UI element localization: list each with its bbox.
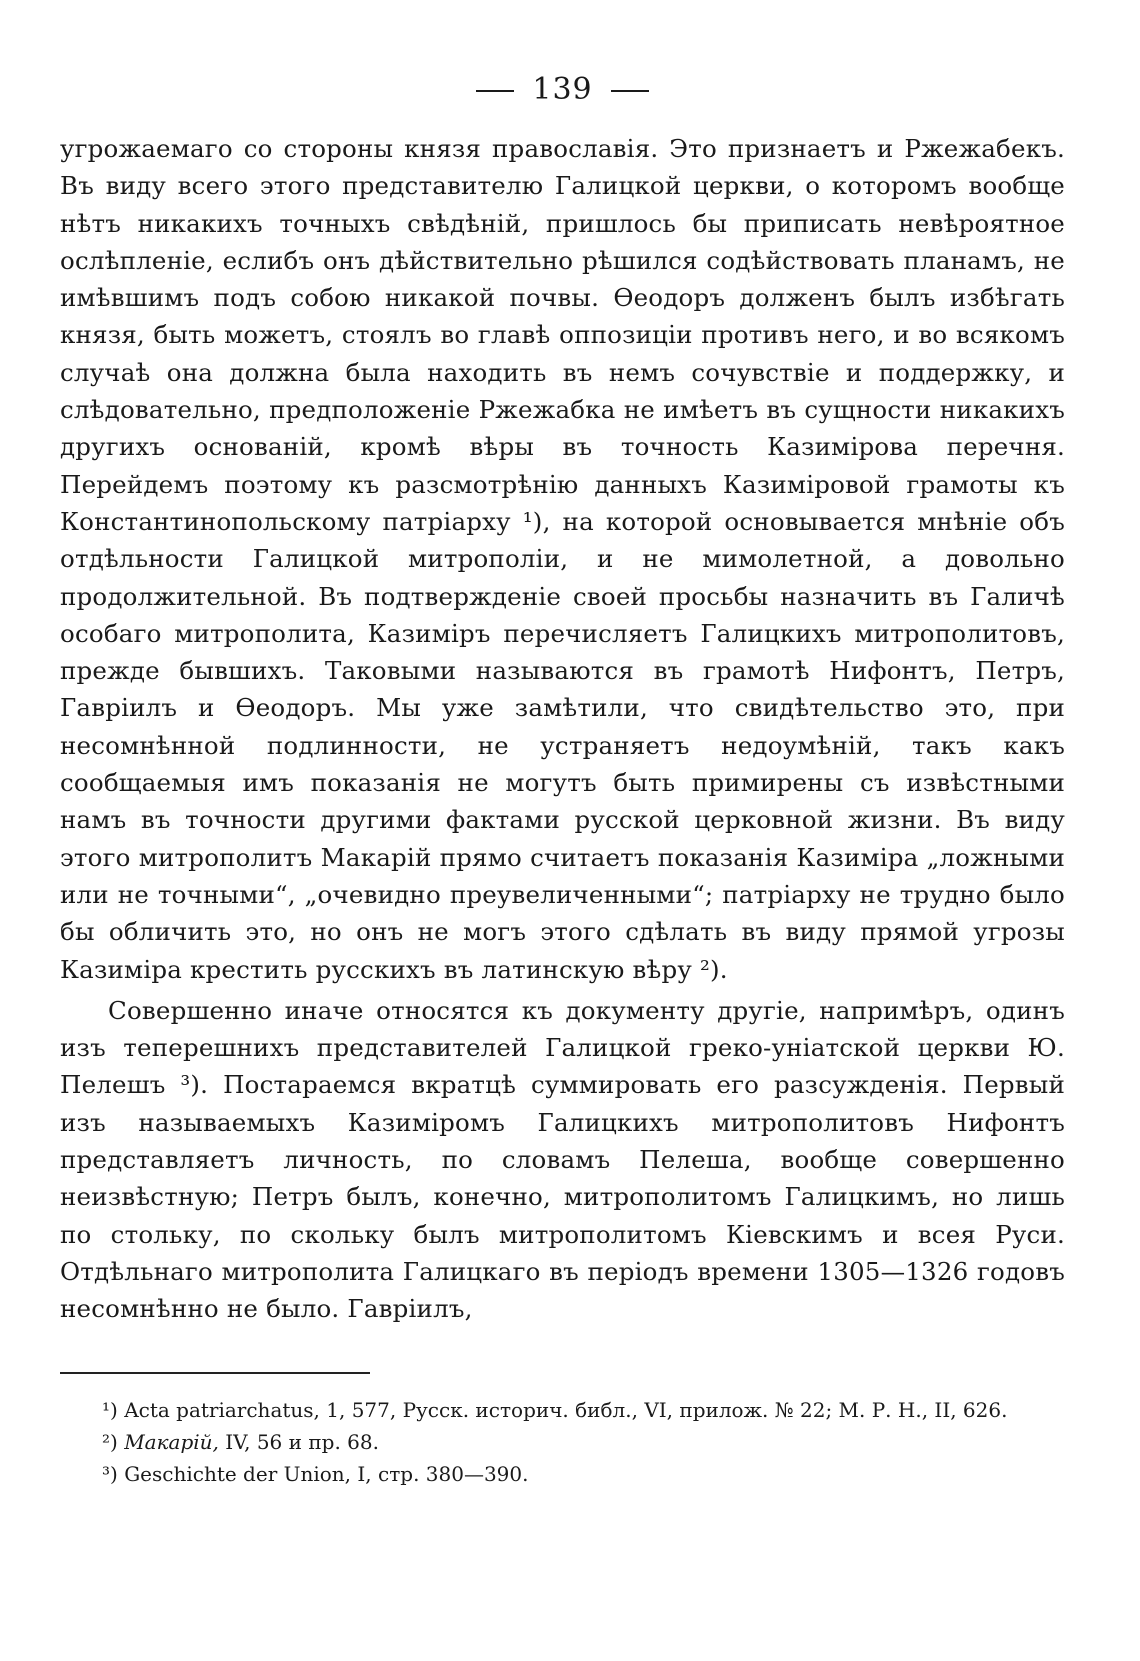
- footnote-3: [60, 1458, 1065, 1490]
- body-paragraph-2: Совершенно иначе относятся къ документу другіе, напримѣръ, одинъ изъ теперешнихъ представителей Галицкой греко-уніатской церкви Ю. Пелешъ ³). Постараемся вкратцѣ суммировать его разсужденія. Первый изъ называемыхъ Казиміромъ Галицкихъ митрополитовъ Нифонтъ представляетъ личность, по словамъ Пелеша, вообще совершенно неизвѣстную; Петръ былъ, конечно, митрополитомъ Галицкимъ, но лишь по стольку, по скольку былъ митрополитомъ Кіевскимъ и всея Руси. Отдѣльнаго митрополита Галицкаго въ періодъ времени 1305—1326 годовъ несомнѣнно не было. Гавріилъ,: [60, 995, 1065, 1324]
- book-page: [60, 70, 1065, 1490]
- footnote-1: [60, 1394, 1065, 1426]
- right-dash: [611, 90, 649, 92]
- footnote-text: IV, 56 и пр. 68.: [218, 1429, 379, 1454]
- body-paragraph-1: угрожаемаго со стороны князя православія. Это признаетъ и Ржежабекъ. Въ виду всего этого представителю Галицкой церкви, о которомъ вообще нѣтъ никакихъ точныхъ свѣдѣній, пришлось бы приписать невѣроятное ослѣпленіе, еслибъ онъ дѣйствительно рѣшился содѣйствовать планамъ, не имѣвшимъ подъ собою никакой почвы. Ѳеодоръ долженъ былъ избѣгать князя, быть можетъ, стоялъ во главѣ оппозиціи противъ него, и во всякомъ случаѣ она должна была находить въ немъ сочувствіе и поддержку, и слѣдовательно, предположеніе Ржежабка не имѣетъ въ сущности никакихъ другихъ основаній, кромѣ вѣры въ точность Казимірова перечня. Перейдемъ поэтому къ разсмотрѣнію данныхъ Казиміровой грамоты къ Константинопольскому патріарху ¹), на которой основывается мнѣніе объ отдѣльности Галицкой митрополіи, и не мимолетной, а довольно продолжительной. Въ подтвержденіе своей просьбы назначить въ Галичѣ особаго митрополита, Казиміръ перечисляетъ Галицкихъ митрополитовъ, прежде бывшихъ. Таковыми называются въ грамотѣ Нифонтъ, Петръ, Гавріилъ и Ѳеодоръ. Мы уже замѣтили, что свидѣтельство это, при несомнѣнной подлинности, не устраняетъ недоумѣній, такъ какъ сообщаемыя имъ показанія не могутъ быть примирены съ извѣстными намъ въ точности другими фактами русской церковной жизни. Въ виду этого митрополитъ Макарій прямо считаетъ показанія Казиміра „ложными или не точными“, „очевидно преувеличенными“; патріарху не трудно было бы обличить это, но онъ не могъ этого сдѣлать въ виду прямой угрозы Казиміра крестить русскихъ въ латинскую вѣру ²).: [60, 134, 1065, 984]
- footnote-marker: ³): [102, 1461, 118, 1486]
- page-number: 139: [532, 72, 593, 107]
- footnote-text: Geschichte der Union, I, стр. 380—390.: [124, 1461, 529, 1486]
- footnote-marker: ¹): [102, 1397, 118, 1422]
- footnote-marker: ²): [102, 1429, 118, 1454]
- page-number-header: [60, 70, 1065, 110]
- left-dash: [476, 90, 514, 92]
- footnote-separator: [60, 1372, 370, 1374]
- footnote-text: Acta patriarchatus, 1, 577, Русск. историч. библ., VI, прилож. № 22; М. Р. Н., II, 626.: [124, 1397, 1008, 1422]
- footnote-author: Макарій,: [124, 1429, 219, 1454]
- footnote-2: [60, 1426, 1065, 1458]
